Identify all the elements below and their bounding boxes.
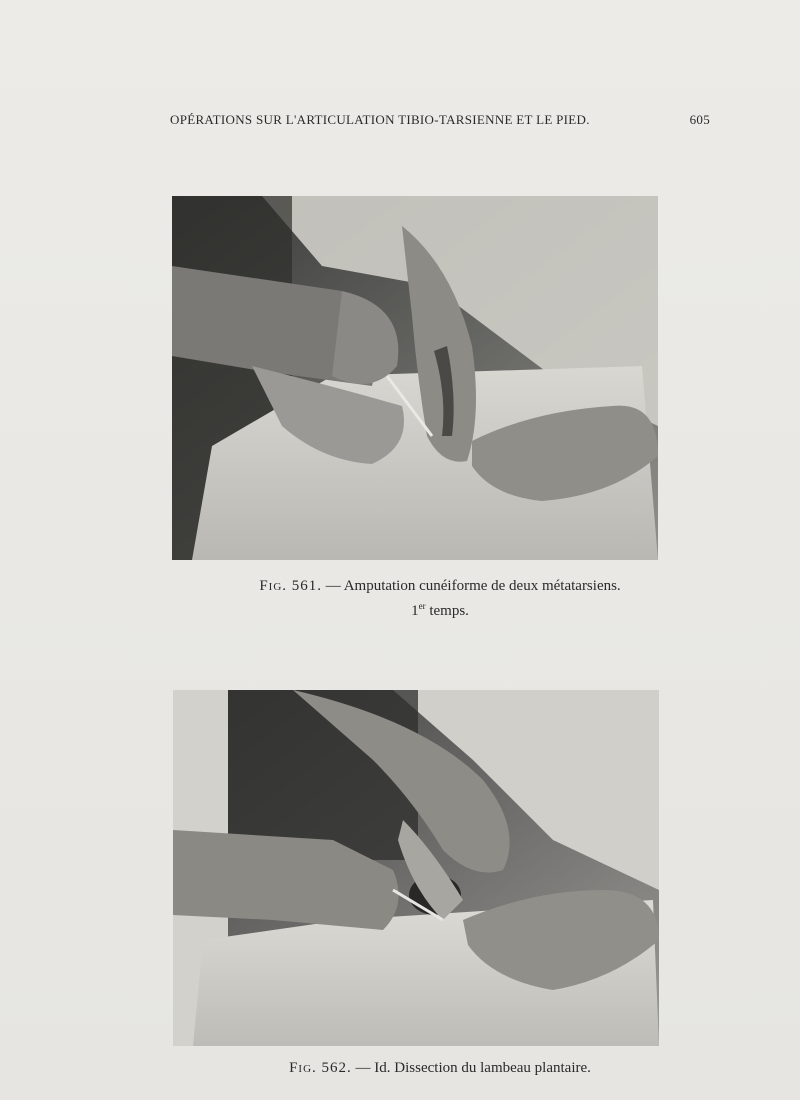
running-header bbox=[170, 112, 710, 128]
surgery-photo-1 bbox=[172, 196, 658, 560]
surgery-photo-2 bbox=[173, 690, 659, 1046]
caption-text: — Id. Dissection du lambeau plantaire. bbox=[355, 1060, 591, 1076]
figure-561-caption bbox=[170, 576, 710, 621]
figure-label: Fig. 561. bbox=[259, 578, 323, 594]
figure-562-caption bbox=[170, 1058, 710, 1078]
caption-line-2: 1er temps. bbox=[411, 601, 469, 619]
caption-text: — Amputation cunéiforme de deux métatarsiens. bbox=[325, 578, 621, 594]
page-number: 605 bbox=[689, 112, 710, 127]
figure-562-photo bbox=[173, 690, 659, 1046]
figure-561-photo bbox=[172, 196, 658, 560]
figure-label: Fig. 562. bbox=[289, 1060, 352, 1076]
caption-line-1 bbox=[170, 576, 710, 596]
running-title: OPÉRATIONS SUR L'ARTICULATION TIBIO-TARSIENNE ET LE PIED. bbox=[170, 112, 590, 127]
